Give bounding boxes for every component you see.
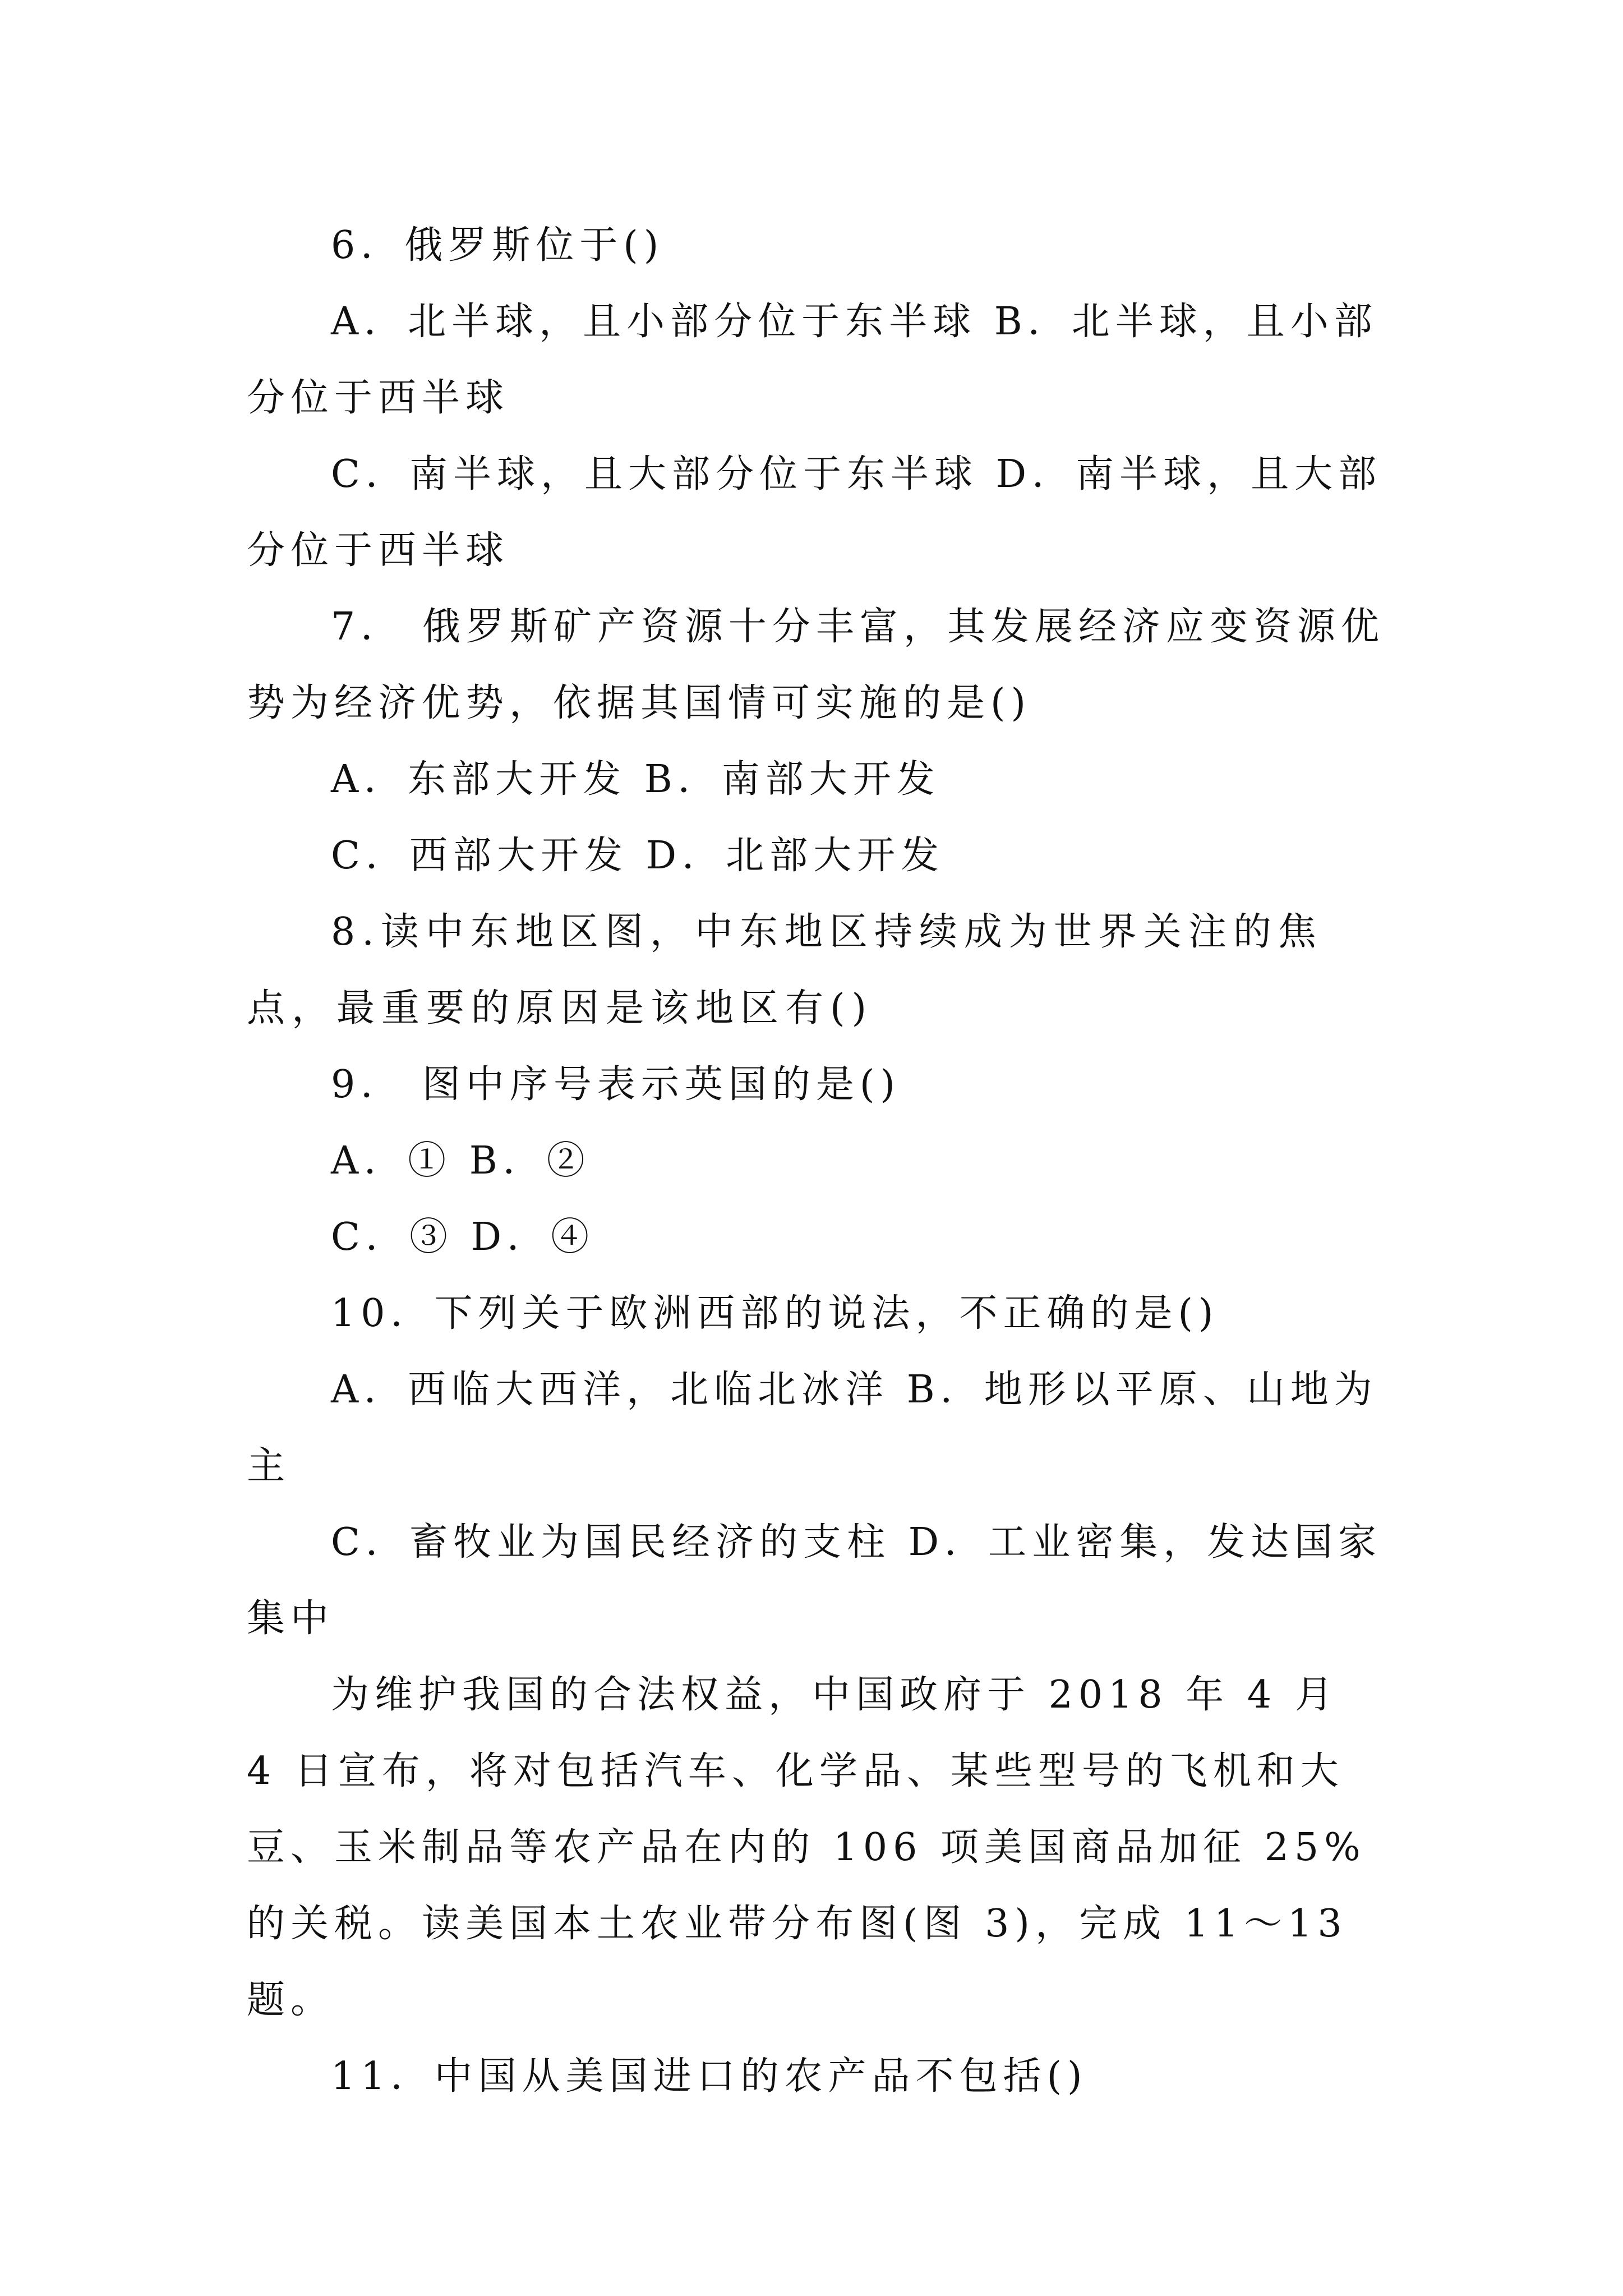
question-10-options-ab: A．西临大西洋，北临北冰洋 B．地形以平原、山地为主 — [247, 1368, 1378, 1488]
question-9-options-cd: C．③ D．④ — [331, 1215, 595, 1259]
question-6-options-ab: A．北半球，且小部分位于东半球 B．北半球，且小部分位于西半球 — [247, 300, 1378, 420]
question-9-options-ab: A．① B．② — [331, 1139, 591, 1183]
question-6-options-cd: C．南半球，且大部分位于东半球 D．南半球，且大部分位于西半球 — [247, 452, 1382, 573]
question-9-stem: 9． 图中序号表示英国的是() — [331, 1062, 901, 1107]
question-7-options-cd: C．西部大开发 D．北部大开发 — [331, 834, 945, 878]
question-7-stem: 7． 俄罗斯矿产资源十分丰富，其发展经济应变资源优势为经济优势，依据其国情可实施的是() — [247, 605, 1385, 725]
question-10-options-cd: C．畜牧业为国民经济的支柱 D．工业密集，发达国家集中 — [247, 1520, 1382, 1641]
question-10-stem: 10．下列关于欧洲西部的说法，不正确的是() — [331, 1291, 1219, 1336]
question-11-stem: 11．中国从美国进口的农产品不包括() — [331, 2054, 1088, 2099]
reading-passage: 为维护我国的合法权益，中国政府于 2018 年 4 月 4 日宣布，将对包括汽车、化学品、某些型号的飞机和大豆、玉米制品等农产品在内的 106 项美国商品加征 25%的关税。读美国本土农业带分布图(图 3)，完成 11～13 题。 — [247, 1673, 1366, 2022]
document-body — [247, 208, 1385, 2115]
question-8-stem: 8.读中东地区图，中东地区持续成为世界关注的焦点，最重要的原因是该地区有() — [247, 910, 1323, 1030]
question-7-options-ab: A．东部大开发 B．南部大开发 — [331, 757, 940, 802]
question-6-stem: 6．俄罗斯位于() — [331, 223, 665, 268]
